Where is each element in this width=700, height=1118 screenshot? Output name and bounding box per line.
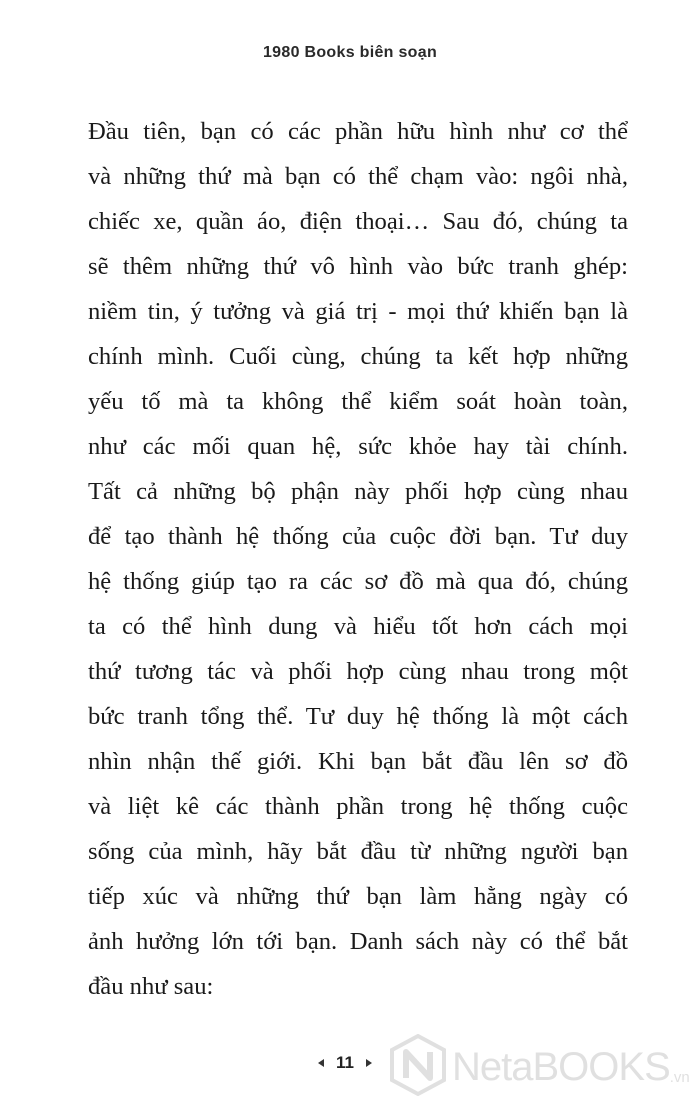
text-line: thứ tương tác và phối hợp cùng nhau trong một [88, 658, 628, 685]
text-line: như các mối quan hệ, sức khỏe hay tài chính. [88, 433, 628, 460]
watermark [390, 1020, 690, 1110]
text-line: Đầu tiên, bạn có các phần hữu hình như cơ thể [88, 118, 628, 145]
text-line: hệ thống giúp tạo ra các sơ đồ mà qua đó, chúng [88, 568, 628, 595]
text-line: ta có thể hình dung và hiểu tốt hơn cách mọi [88, 613, 628, 640]
body-paragraph [88, 109, 628, 1009]
text-line: nhìn nhận thế giới. Khi bạn bắt đầu lên sơ đồ [88, 748, 628, 775]
text-line: sống của mình, hãy bắt đầu từ những người bạn [88, 838, 628, 865]
triangle-left-icon [318, 1059, 324, 1067]
netabooks-logo-icon [390, 1034, 446, 1096]
text-line: đầu như sau: [88, 973, 214, 1000]
text-line: để tạo thành hệ thống của cuộc đời bạn. Tư duy [88, 523, 628, 550]
text-line: niềm tin, ý tưởng và giá trị - mọi thứ khiến bạn là [88, 298, 628, 325]
triangle-right-icon [366, 1059, 372, 1067]
page-number-indicator [318, 1050, 372, 1076]
text-line: sẽ thêm những thứ vô hình vào bức tranh ghép: [88, 253, 628, 280]
text-line: Tất cả những bộ phận này phối hợp cùng nhau [88, 478, 628, 505]
watermark-suffix: .vn [669, 1068, 690, 1086]
text-line: ảnh hưởng lớn tới bạn. Danh sách này có thể bắt [88, 928, 628, 955]
page-number: 11 [336, 1053, 354, 1072]
watermark-brand: NetaBOOKS [452, 1044, 670, 1089]
text-line: chiếc xe, quần áo, điện thoại… Sau đó, chúng ta [88, 208, 628, 235]
text-line: và những thứ mà bạn có thể chạm vào: ngôi nhà, [88, 163, 628, 190]
text-line: yếu tố mà ta không thể kiểm soát hoàn toàn, [88, 388, 628, 415]
text-line: và liệt kê các thành phần trong hệ thống cuộc [88, 793, 628, 820]
text-line: tiếp xúc và những thứ bạn làm hằng ngày có [88, 883, 628, 910]
text-line: bức tranh tổng thể. Tư duy hệ thống là một cách [88, 703, 628, 730]
text-line: chính mình. Cuối cùng, chúng ta kết hợp những [88, 343, 628, 370]
running-header: 1980 Books biên soạn [262, 44, 438, 61]
